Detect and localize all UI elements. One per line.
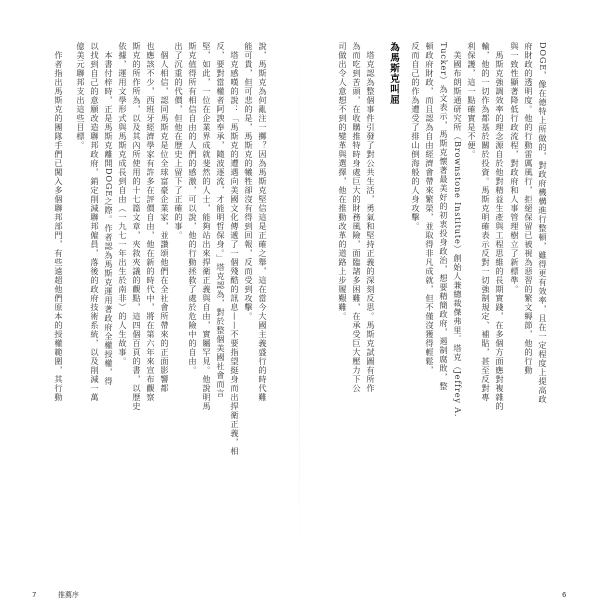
- left-page-column-2: 能可貴，但可悲的是，馬斯克的犧牲卻沒有得到回報，反而受到攻擊。: [244, 42, 254, 321]
- right-page-column-9: 頓政府財政，而且認為自由經濟會帶來繁榮，並取得非凡成就，但不僅沒獲得輕鬆，: [425, 42, 435, 375]
- left-page-column-15: 作者指出馬斯克的團隊手們已闖入多個聯邦部門，有些遠超他們原本的授權範圍，其行動: [54, 51, 64, 402]
- left-page-column-5: 堅，如此，一位在企業界成就斐然的人士，能夠站出來捍衛正義與自由，實屬罕見。他說明馬: [202, 42, 212, 411]
- left-page-column-10: 斯克的所作所為，以及其內所使用的十七篇文章，夾敘夾議的觀點，這四個百頁的書，以歷史: [132, 42, 142, 411]
- right-page-column-2: 府財政的透明度。他的行動雷厲風行，拒絕保留已被視為惡習的繁文縟節，他的行動: [524, 42, 534, 375]
- left-page-column-7: 出了沉重的代價，但他在歷史上留下了正確的事。: [174, 42, 184, 240]
- left-page-column-14: 億美元聯邦支出這些目標。: [76, 42, 86, 150]
- left-page-number: 7: [32, 591, 37, 599]
- right-page-number: 6: [562, 591, 567, 599]
- right-page-column-3: 與一致性顯著降低行政流程，對政府和人事管理樹立了新標準。: [510, 42, 520, 294]
- right-page-column-4: 馬斯克強調效率的理念源自於他對精益生產與工程思維的長期實踐，在多個方面應對複雜的: [495, 51, 505, 411]
- right-page-column-8: Tucker）為文表示，馬斯克懷著最美好的初衷投身政治，想要精簡政府，遏制腐敗，整: [439, 42, 449, 391]
- page-gutter: [299, 30, 300, 570]
- right-page-column-7: 美國布朗斯通研究所（Brownstone Institute）創始人兼總裁傑弗里．塔克（Jeffrey A.: [453, 51, 463, 418]
- left-page-column-1: 說，馬斯克為何亂注一擲？因為馬斯克堅信這是正確之舉，這在當今大國主義盛行的時代難: [258, 42, 268, 402]
- right-page-column-14: 司做出令人意想不到的變革與選擇，他在推動改革的道路上步履艱難。: [338, 42, 348, 321]
- running-head: 推薦序: [58, 591, 79, 599]
- right-page-column-13: 為而吃到苦頭，在收購推特時身處巨大的財務風險，面臨諸多困難，在承受巨大壓力下公: [352, 42, 362, 393]
- right-page-column-5: 輸，他的一切作為都基於關於投資。馬斯克明確表示反對一切強制規定、補貼，甚至反對專: [481, 42, 491, 402]
- right-page-column-12: 塔克認為整個事件引發了對公共生活，勇氣和堅持正義的深刻反思。馬斯克試圖有所作: [366, 51, 376, 393]
- left-page-column-13: 以找到自己的意願改造聯邦政府，銷定削減聯邦僱員，落後的政府技術系統，以及削減一萬: [90, 42, 100, 402]
- section-heading: 為馬斯克叫屈: [388, 42, 399, 105]
- left-page-column-9: 也應該不少，西班牙經濟學家有許多在評價自由，他在新的時代中，將在第六年來宣布觀察: [146, 42, 156, 402]
- left-page-column-12: 本書付梓時，正是馬斯克離開DOGE之際。作者認為馬斯克運用著政府全權授權，得: [104, 51, 114, 386]
- right-page-column-10: 反而自己的作為遭受了排山倒海般的人身攻擊。: [411, 42, 421, 231]
- left-page-column-4: 反，要對當權者阿諛奉承，隨波逐流，才能明哲保身。」塔克認為，對於整個美國社會而言: [216, 42, 226, 398]
- left-page-column-6: 斯克值得所有相信自由的人們的感激，可以說，他的行動拯救了處於危險中的自由。: [188, 42, 198, 375]
- right-page-column-6: 利保護，這一點確實是不便。: [467, 42, 477, 159]
- left-page-column-3: 塔克感嘆的說：「馬斯克的遭遇向美國文化傳遞了一個殘酷的訊息——不要指望挺身而出捍衛正義，相: [230, 51, 240, 456]
- left-page-column-11: 依據，運用文學形式與馬斯克成長到自由（一九七一年出生於南非）的人生故事。: [118, 42, 128, 366]
- left-page-column-8: 個人相信，認同馬斯克是位全球富豪企業家，並讚頌他們在全社會所帶來的正面影響都: [160, 51, 170, 393]
- right-page-column-1: DOGE，像在德特上所做的，對政府機構進行整頓，雖得更有效率，且在一定程度上提高政: [538, 42, 548, 404]
